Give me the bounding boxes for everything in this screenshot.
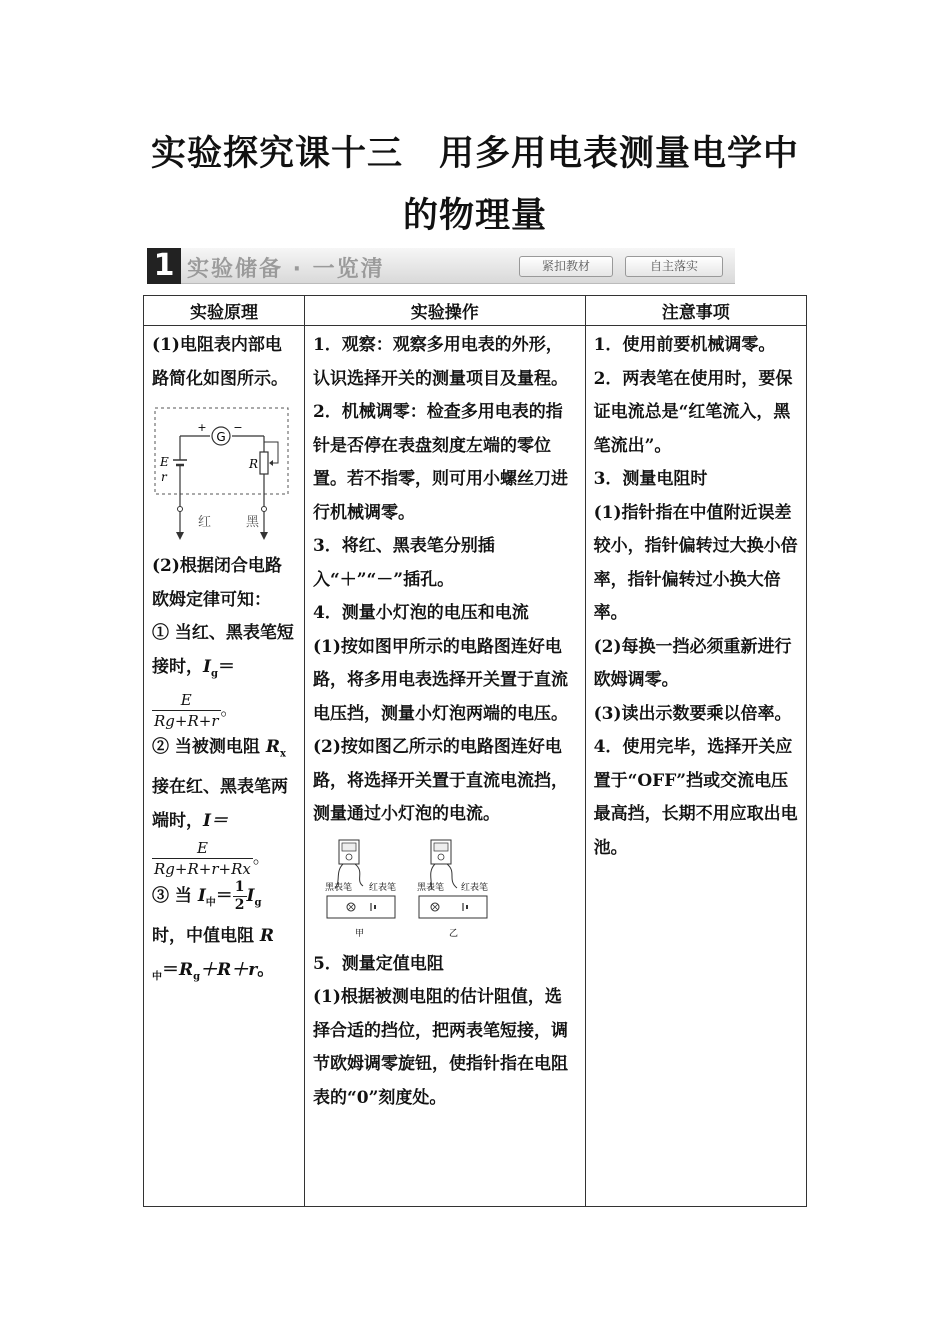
- operation-step-4-1: (1)按如图甲所示的电路图连好电路，将多用电表选择开关置于直流电压挡，测量小灯泡两端的电压。: [312, 636, 568, 724]
- notes-cell: [585, 326, 806, 1207]
- header-principle: 实验原理: [144, 296, 305, 326]
- section-title: 实验储备 · 一览清: [187, 257, 385, 282]
- fig-yi-label: 乙: [448, 928, 458, 939]
- arrow-down-icon: [260, 532, 268, 540]
- operation-step-4: 4．测量小灯泡的电压和电流: [312, 603, 529, 623]
- section-banner: [147, 248, 735, 284]
- resistor-icon: [260, 452, 268, 474]
- section-number: 1: [147, 248, 181, 284]
- measurement-circuits-figure: [325, 838, 505, 944]
- note-3-1: (1)指针指在中值附近误差较小，指针偏转过大换小倍率，指针偏转过小换大倍率。: [593, 502, 798, 623]
- galvanometer-label: G: [216, 430, 226, 444]
- header-operation: 实验操作: [304, 296, 585, 326]
- page-title-line-2: 的物理量: [402, 196, 547, 236]
- principle-intro: (1)电阻表内部电路简化如图所示。: [152, 335, 288, 389]
- emf-label: E: [160, 455, 169, 469]
- note-4: 4．使用完毕，选择开关应置于“OFF”挡或交流电压最高挡，长期不用应取出电池。: [593, 737, 798, 858]
- principle-mid-value: ③ 当 $I_中=$ $\frac{1}{2}$ $I_g$ 时，中值电阻 R $_中=R_g+R+r$。: [152, 879, 275, 983]
- operation-step-1: 1．观察：观察多用电表的外形，认识选择开关的测量项目及量程。: [312, 335, 568, 389]
- operation-step-5: 5．测量定值电阻: [312, 953, 444, 974]
- page-title-line-1: 实验探究课十三 用多用电表测量电学中: [150, 134, 799, 174]
- principle-measure-rx: ② 当被测电阻 $R_x$接在红、黑表笔两端时，I＝: [152, 737, 288, 831]
- internal-r-label: r: [161, 470, 167, 484]
- note-2: 2．两表笔在使用时，要保证电流总是“红笔流入，黑笔流出”。: [593, 368, 793, 456]
- header-notes: 注意事项: [585, 296, 806, 326]
- note-1: 1．使用前要机械调零。: [593, 335, 776, 355]
- tag-textbook[interactable]: 紧扣教材: [519, 256, 613, 277]
- red-probe-label: 红: [198, 515, 212, 530]
- fraction-ig: $\frac{E}{Rg+R+r}$: [154, 691, 219, 731]
- principle-ohm-law: (2)根据闭合电路欧姆定律可知：: [152, 556, 282, 610]
- note-3-3: (3)读出示数要乘以倍率。: [593, 703, 792, 724]
- ohmmeter-circuit-diagram: [152, 404, 292, 544]
- fraction-i: $\frac{E}{Rg+R+r+Rx}$: [154, 839, 251, 879]
- circuit-jia: [325, 840, 396, 939]
- fig-jia-label: 甲: [354, 928, 364, 939]
- note-3: 3．测量电阻时: [593, 469, 708, 489]
- black-probe-label: 黑: [246, 515, 260, 530]
- plus-label: +: [197, 421, 207, 434]
- operation-step-5-1: (1)根据被测电阻的估计阻值，选择合适的挡位，把两表笔短接，调节欧姆调零旋钮，使指针指在电阻表的“0”刻度处。: [312, 987, 568, 1108]
- black-probe-label: 黑表笔: [324, 882, 352, 893]
- black-probe-label: 黑表笔: [416, 882, 444, 893]
- operation-cell: [304, 326, 585, 1207]
- principle-cell: [144, 326, 305, 1207]
- principle-short-circuit: ① 当红、黑表笔短接时，$I_g=$: [152, 623, 294, 679]
- experiment-table: [143, 295, 807, 1207]
- tag-self-study[interactable]: 自主落实: [625, 256, 723, 277]
- circuit-yi: [417, 840, 488, 939]
- note-3-2: (2)每换一挡必须重新进行欧姆调零。: [593, 636, 792, 690]
- operation-step-4-2: (2)按如图乙所示的电路图连好电路，将选择开关置于直流电流挡，测量通过小灯泡的电流。: [312, 737, 568, 824]
- operation-step-3: 3．将红、黑表笔分别插入“＋”“－”插孔。: [312, 536, 495, 590]
- formula-measure-rx: $\frac{E}{Rg+R+r+Rx}$ 。: [154, 839, 270, 879]
- rheostat-label: R: [249, 457, 259, 471]
- red-probe-label: 红表笔: [460, 882, 488, 893]
- red-probe-label: 红表笔: [368, 882, 396, 893]
- fraction-half: $\frac{1}{2}$: [234, 879, 245, 914]
- operation-step-2: 2．机械调零：检查多用电表的指针是否停在表盘刻度左端的零位置。若不指零，则可用小螺丝刀进行机械调零。: [312, 402, 568, 523]
- minus-label: −: [233, 421, 243, 434]
- arrow-down-icon: [176, 532, 184, 540]
- formula-short-circuit: $\frac{E}{Rg+R+r}$ 。: [154, 691, 238, 731]
